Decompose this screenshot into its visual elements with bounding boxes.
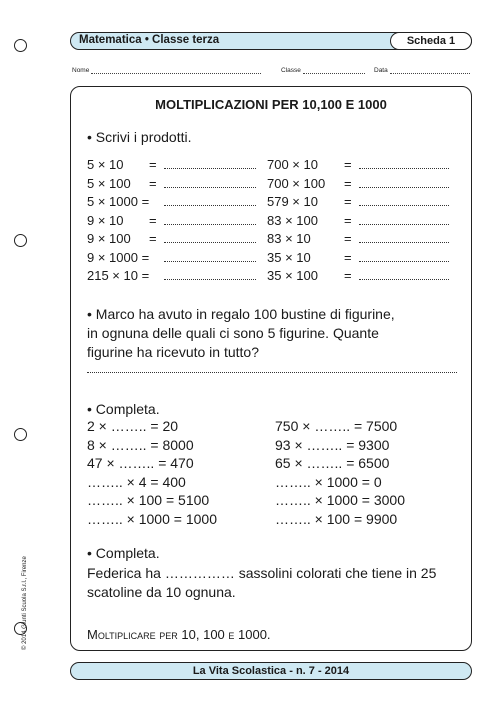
complete-left-6[interactable]: …….. × 1000 = 1000 bbox=[87, 510, 217, 527]
footnote: Moltiplicare per 10, 100 e 1000. bbox=[87, 627, 271, 642]
complete-left-2[interactable]: 8 × …….. = 8000 bbox=[87, 436, 194, 453]
answer-blank[interactable] bbox=[359, 234, 449, 243]
subject-class-label: Matematica • Classe terza bbox=[79, 34, 220, 46]
name-label: Nome bbox=[72, 67, 90, 74]
answer-blank[interactable] bbox=[359, 253, 449, 262]
product-expression: 83 × 100 bbox=[267, 212, 318, 228]
worksheet-title: MOLTIPLICAZIONI PER 10,100 E 1000 bbox=[155, 97, 387, 112]
product-expression: 700 × 100 bbox=[267, 175, 326, 191]
product-expression: 215 × 10 = bbox=[87, 268, 150, 283]
product-expression: 83 × 10 bbox=[267, 231, 311, 246]
complete-right-3[interactable]: 65 × …….. = 6500 bbox=[275, 455, 390, 471]
complete-right-2[interactable]: 93 × …….. = 9300 bbox=[275, 436, 390, 453]
product-expression: 35 × 100 bbox=[267, 268, 318, 283]
problem-line-2: in ognuna delle quali ci sono 5 figurine. Quante bbox=[87, 325, 379, 341]
product-expression: 5 × 10 bbox=[87, 157, 124, 172]
name-field[interactable] bbox=[72, 67, 261, 77]
binder-hole-lower-middle bbox=[14, 428, 27, 441]
answer-blank[interactable] bbox=[359, 197, 449, 206]
class-label: Classe bbox=[281, 67, 301, 74]
federica-problem bbox=[87, 564, 462, 602]
product-expression: 9 × 10 bbox=[87, 212, 124, 228]
date-label: Data bbox=[374, 67, 388, 74]
federica-line-1: Federica ha …………… sassolini colorati che tiene in 25 bbox=[87, 565, 437, 581]
product-expression: 35 × 10 bbox=[267, 249, 311, 265]
copyright-notice: © 2014 Giunti Scuola S.r.l., Firenze bbox=[22, 556, 28, 650]
equals-sign: = bbox=[149, 157, 157, 172]
equals-sign: = bbox=[344, 212, 352, 228]
answer-blank[interactable] bbox=[359, 160, 449, 169]
equals-sign: = bbox=[344, 231, 352, 246]
complete-right-1[interactable]: 750 × …….. = 7500 bbox=[275, 418, 398, 434]
problem-text bbox=[87, 305, 462, 362]
answer-blank[interactable] bbox=[164, 179, 256, 188]
equals-sign: = bbox=[149, 175, 157, 191]
section-1-heading: • Scrivi i prodotti. bbox=[87, 129, 192, 145]
problem-line-1: • Marco ha avuto in regalo 100 bustine di figurine, bbox=[87, 306, 395, 322]
answer-blank[interactable] bbox=[164, 253, 256, 262]
product-expression: 700 × 10 bbox=[267, 157, 318, 172]
complete-left-4[interactable]: …….. × 4 = 400 bbox=[87, 473, 186, 490]
class-blank[interactable] bbox=[303, 67, 365, 74]
equals-sign: = bbox=[149, 212, 157, 228]
date-field[interactable] bbox=[374, 67, 470, 77]
binder-hole-top bbox=[14, 39, 27, 52]
header-bar bbox=[70, 32, 472, 50]
answer-blank[interactable] bbox=[359, 271, 449, 280]
answer-blank[interactable] bbox=[164, 160, 256, 169]
federica-line-2: scatoline da 10 ognuna. bbox=[87, 584, 236, 600]
binder-hole-upper-middle bbox=[14, 234, 27, 247]
problem-line-3: figurine ha ricevuto in tutto? bbox=[87, 344, 259, 360]
problem-answer-line[interactable] bbox=[87, 370, 457, 373]
footer-bar: La Vita Scolastica - n. 7 - 2014 bbox=[70, 662, 472, 680]
product-expression: 9 × 1000 = bbox=[87, 249, 150, 265]
equals-sign: = bbox=[149, 231, 157, 246]
product-expression: 9 × 100 bbox=[87, 231, 131, 246]
section-3-heading: • Completa. bbox=[87, 401, 160, 417]
worksheet-number: Scheda 1 bbox=[390, 32, 472, 50]
complete-right-4[interactable]: …….. × 1000 = 0 bbox=[275, 473, 382, 490]
date-blank[interactable] bbox=[390, 67, 470, 74]
answer-blank[interactable] bbox=[164, 197, 256, 206]
product-expression: 5 × 1000 = bbox=[87, 194, 150, 209]
complete-right-6[interactable]: …….. × 100 = 9900 bbox=[275, 510, 398, 527]
answer-blank[interactable] bbox=[164, 234, 256, 243]
equals-sign: = bbox=[344, 249, 352, 265]
name-blank[interactable] bbox=[91, 67, 261, 74]
equals-sign: = bbox=[344, 194, 352, 209]
class-field[interactable] bbox=[281, 67, 365, 77]
answer-blank[interactable] bbox=[359, 179, 449, 188]
complete-left-1[interactable]: 2 × …….. = 20 bbox=[87, 418, 179, 434]
worksheet-content bbox=[70, 86, 472, 651]
equals-sign: = bbox=[344, 175, 352, 191]
complete-left-3[interactable]: 47 × …….. = 470 bbox=[87, 455, 194, 471]
section-4-heading: • Completa. bbox=[87, 545, 160, 561]
answer-blank[interactable] bbox=[359, 216, 449, 225]
complete-right-5[interactable]: …….. × 1000 = 3000 bbox=[275, 492, 405, 508]
answer-blank[interactable] bbox=[164, 271, 256, 280]
product-expression: 5 × 100 bbox=[87, 175, 131, 191]
equals-sign: = bbox=[344, 268, 352, 283]
product-expression: 579 × 10 bbox=[267, 194, 318, 209]
complete-left-5[interactable]: …….. × 100 = 5100 bbox=[87, 492, 210, 508]
answer-blank[interactable] bbox=[164, 216, 256, 225]
equals-sign: = bbox=[344, 157, 352, 172]
